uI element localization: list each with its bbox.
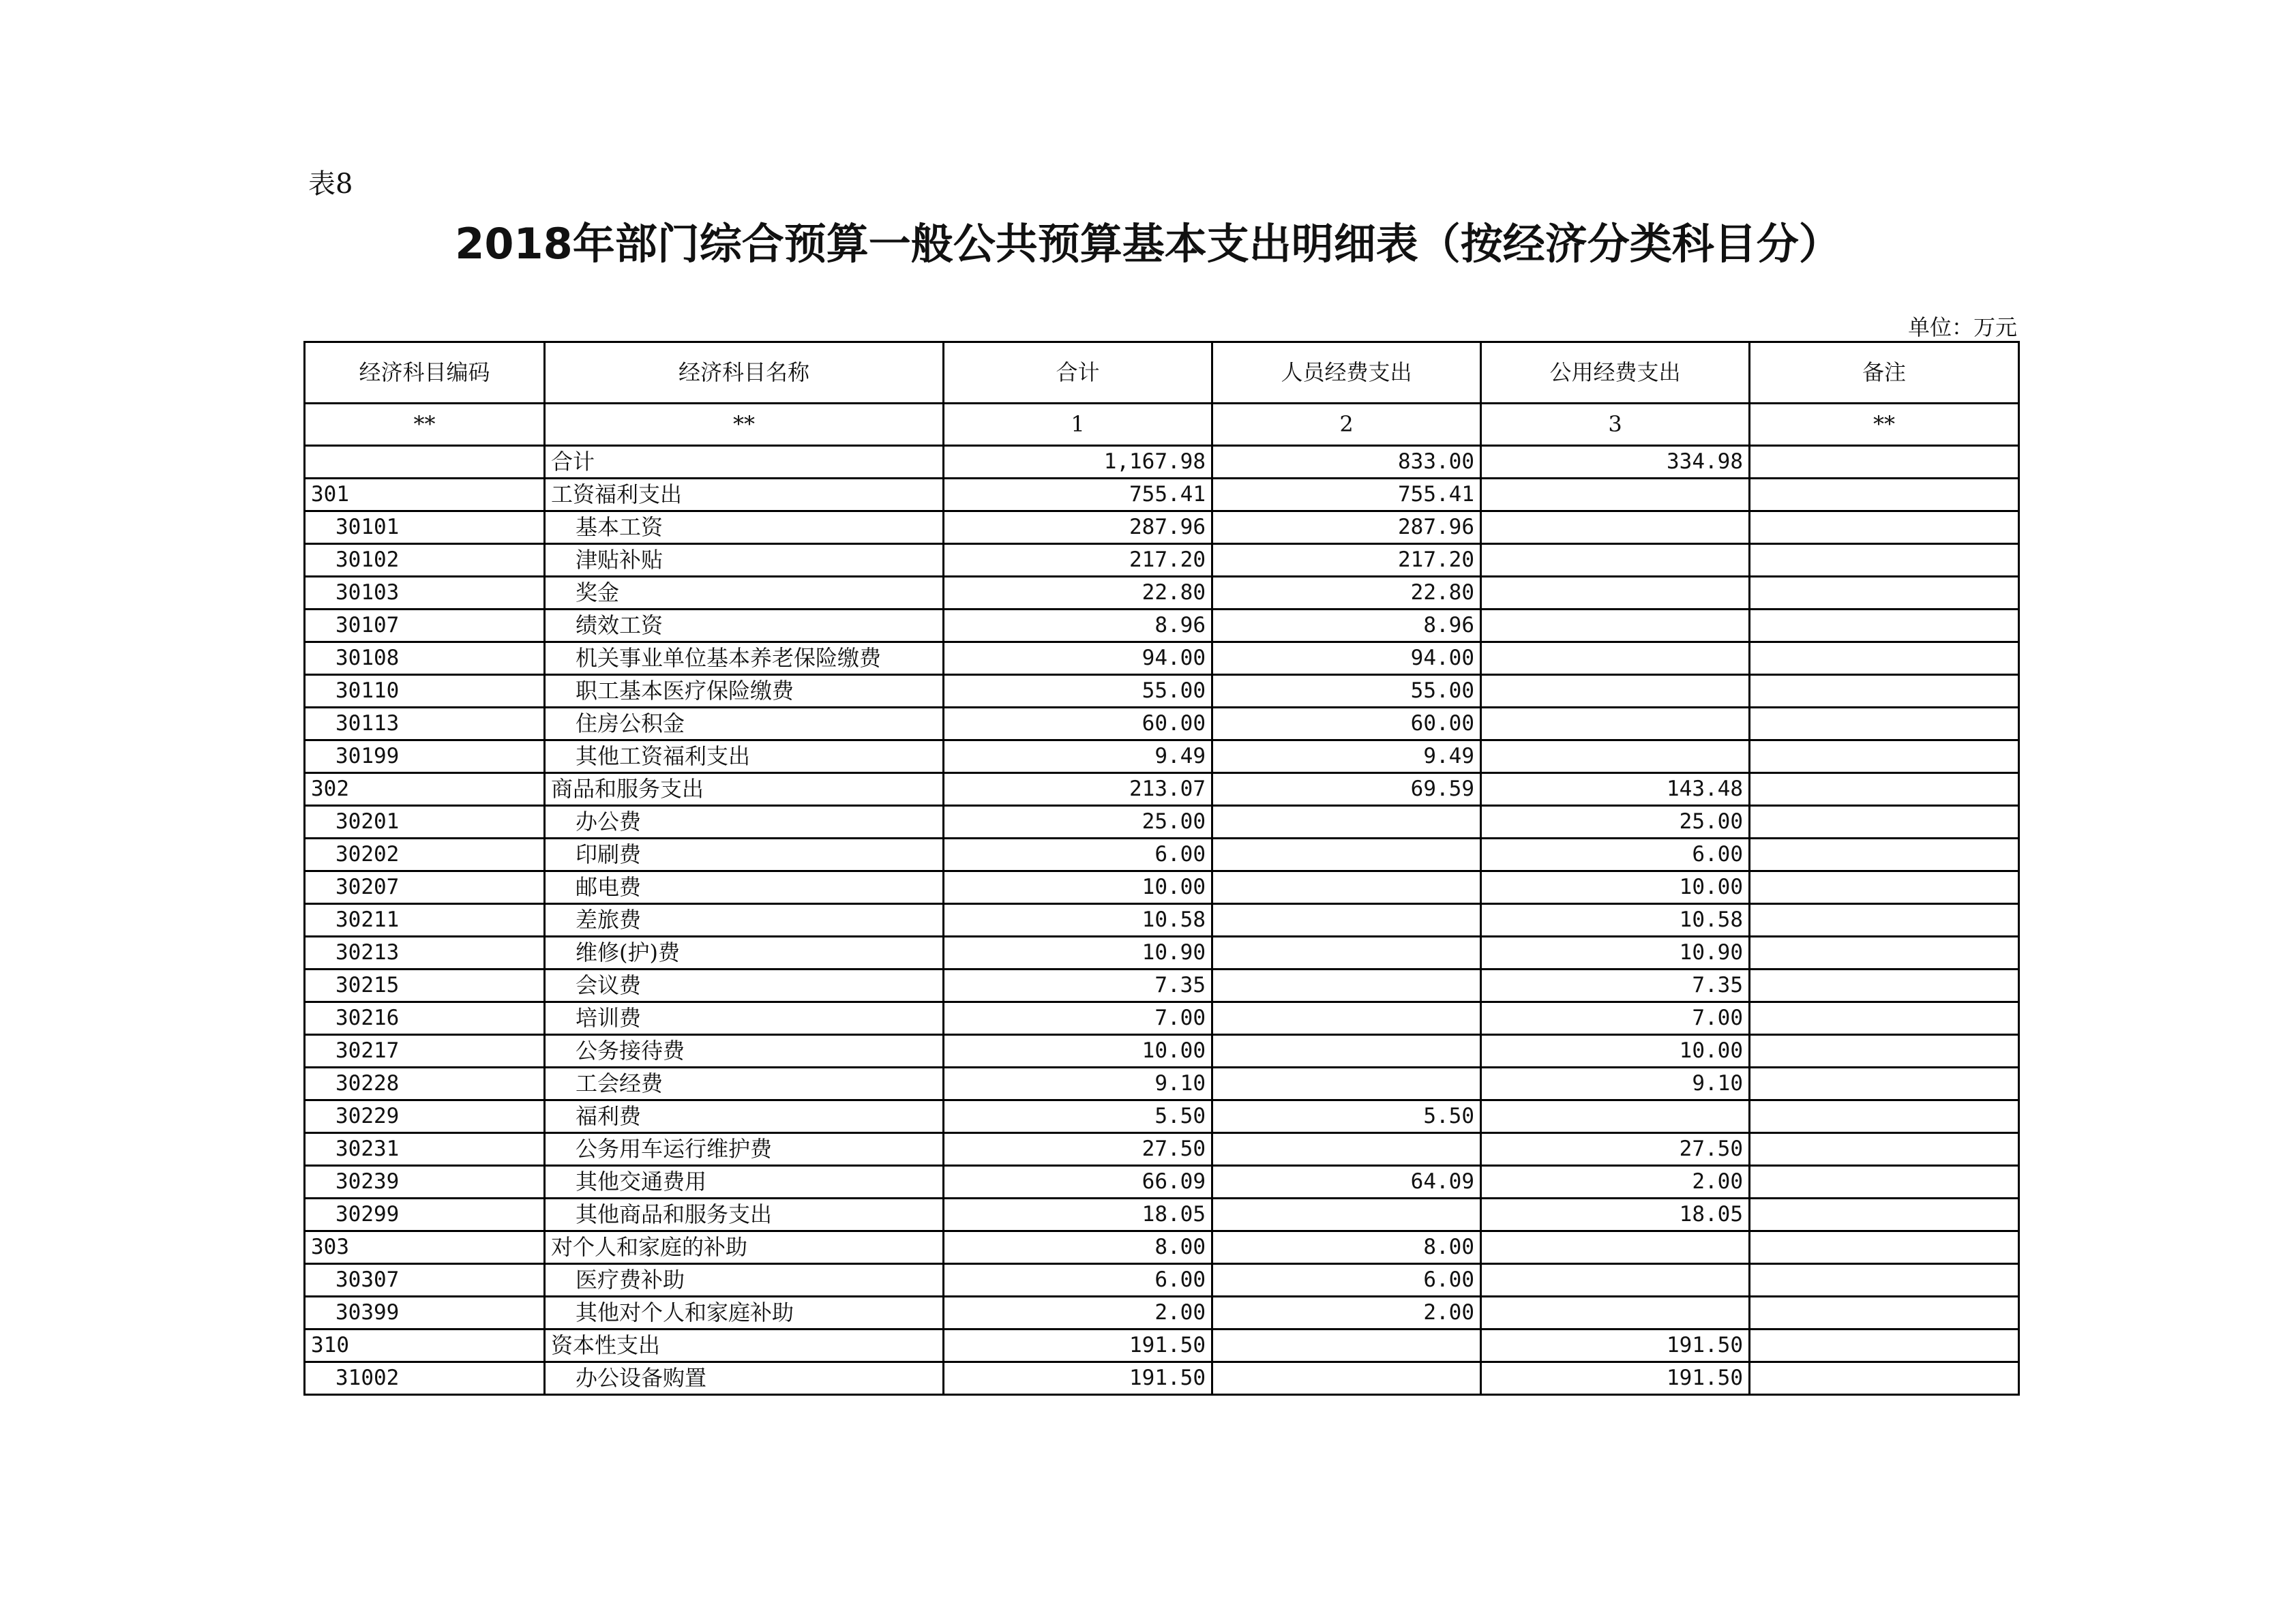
cell-personnel: 2.00	[1212, 1297, 1481, 1330]
cell-personnel	[1212, 871, 1481, 904]
table-row	[305, 1231, 2019, 1264]
cell-note	[1750, 577, 2019, 610]
table-row	[305, 970, 2019, 1002]
cell-note	[1750, 806, 2019, 839]
cell-name: 公务用车运行维护费	[545, 1133, 944, 1166]
cell-public	[1481, 544, 1750, 577]
cell-public	[1481, 1231, 1750, 1264]
cell-note	[1750, 1002, 2019, 1035]
cell-name: 差旅费	[545, 904, 944, 937]
cell-personnel: 60.00	[1212, 708, 1481, 740]
cell-personnel: 64.09	[1212, 1166, 1481, 1199]
table-row	[305, 479, 2019, 511]
cell-total: 60.00	[944, 708, 1212, 740]
cell-total: 217.20	[944, 544, 1212, 577]
cell-name: 商品和服务支出	[545, 773, 944, 806]
cell-public	[1481, 675, 1750, 708]
cell-total: 9.49	[944, 740, 1212, 773]
header-personnel: 人员经费支出	[1212, 342, 1481, 404]
cell-personnel	[1212, 1035, 1481, 1068]
cell-name: 福利费	[545, 1100, 944, 1133]
cell-total: 7.35	[944, 970, 1212, 1002]
cell-personnel	[1212, 1068, 1481, 1100]
cell-name: 其他对个人和家庭补助	[545, 1297, 944, 1330]
cell-personnel: 287.96	[1212, 511, 1481, 544]
cell-name: 维修(护)费	[545, 937, 944, 970]
cell-personnel	[1212, 806, 1481, 839]
cell-note	[1750, 970, 2019, 1002]
cell-code: 30102	[305, 544, 545, 577]
cell-note	[1750, 511, 2019, 544]
cell-name: 其他交通费用	[545, 1166, 944, 1199]
cell-code: 302	[305, 773, 545, 806]
cell-public: 18.05	[1481, 1199, 1750, 1231]
cell-code: 30239	[305, 1166, 545, 1199]
cell-code: 30113	[305, 708, 545, 740]
cell-name: 职工基本医疗保险缴费	[545, 675, 944, 708]
table-row	[305, 446, 2019, 479]
cell-total: 66.09	[944, 1166, 1212, 1199]
cell-personnel: 8.00	[1212, 1231, 1481, 1264]
budget-table	[303, 341, 2020, 1396]
cell-code: 30213	[305, 937, 545, 970]
table-row	[305, 937, 2019, 970]
cell-public	[1481, 1100, 1750, 1133]
header-code: 经济科目编码	[305, 342, 545, 404]
cell-personnel: 94.00	[1212, 642, 1481, 675]
cell-total: 2.00	[944, 1297, 1212, 1330]
cell-name: 其他工资福利支出	[545, 740, 944, 773]
table-row	[305, 1100, 2019, 1133]
cell-note	[1750, 675, 2019, 708]
cell-personnel	[1212, 1362, 1481, 1395]
cell-name: 培训费	[545, 1002, 944, 1035]
cell-public	[1481, 610, 1750, 642]
table-row	[305, 577, 2019, 610]
table-row	[305, 642, 2019, 675]
cell-personnel	[1212, 1330, 1481, 1362]
cell-name: 医疗费补助	[545, 1264, 944, 1297]
cell-public: 7.35	[1481, 970, 1750, 1002]
cell-code: 30211	[305, 904, 545, 937]
cell-code: 30216	[305, 1002, 545, 1035]
cell-code: 30202	[305, 839, 545, 871]
cell-code: 31002	[305, 1362, 545, 1395]
cell-personnel: 8.96	[1212, 610, 1481, 642]
cell-personnel	[1212, 904, 1481, 937]
cell-public	[1481, 511, 1750, 544]
table-row	[305, 904, 2019, 937]
cell-note	[1750, 1133, 2019, 1166]
cell-name: 基本工资	[545, 511, 944, 544]
table-row	[305, 511, 2019, 544]
cell-note	[1750, 1362, 2019, 1395]
header-note: 备注	[1750, 342, 2019, 404]
table-row	[305, 1264, 2019, 1297]
cell-total: 7.00	[944, 1002, 1212, 1035]
table-number: 表8	[308, 168, 353, 200]
cell-total: 94.00	[944, 642, 1212, 675]
table-row	[305, 1133, 2019, 1166]
table-row	[305, 1166, 2019, 1199]
cell-code: 30307	[305, 1264, 545, 1297]
cell-public: 10.90	[1481, 937, 1750, 970]
cell-public: 25.00	[1481, 806, 1750, 839]
cell-personnel	[1212, 1002, 1481, 1035]
cell-total: 10.90	[944, 937, 1212, 970]
cell-public	[1481, 708, 1750, 740]
cell-name: 办公设备购置	[545, 1362, 944, 1395]
header-public: 公用经费支出	[1481, 342, 1750, 404]
cell-personnel: 755.41	[1212, 479, 1481, 511]
cell-name: 工会经费	[545, 1068, 944, 1100]
table-row	[305, 708, 2019, 740]
cell-total: 10.58	[944, 904, 1212, 937]
cell-name: 办公费	[545, 806, 944, 839]
cell-code: 30207	[305, 871, 545, 904]
header-total: 合计	[944, 342, 1212, 404]
cell-name: 工资福利支出	[545, 479, 944, 511]
cell-code: 30103	[305, 577, 545, 610]
table-row	[305, 1199, 2019, 1231]
cell-total: 755.41	[944, 479, 1212, 511]
cell-total: 191.50	[944, 1362, 1212, 1395]
unit-label: 单位：万元	[1907, 314, 2017, 340]
subheader-name: **	[545, 404, 944, 446]
cell-name: 奖金	[545, 577, 944, 610]
table-row	[305, 1068, 2019, 1100]
cell-name: 其他商品和服务支出	[545, 1199, 944, 1231]
cell-personnel: 6.00	[1212, 1264, 1481, 1297]
cell-total: 5.50	[944, 1100, 1212, 1133]
cell-code	[305, 446, 545, 479]
cell-personnel	[1212, 970, 1481, 1002]
cell-personnel	[1212, 1133, 1481, 1166]
header-row	[305, 342, 2019, 404]
cell-name: 对个人和家庭的补助	[545, 1231, 944, 1264]
cell-code: 30228	[305, 1068, 545, 1100]
cell-total: 8.96	[944, 610, 1212, 642]
cell-name: 印刷费	[545, 839, 944, 871]
cell-total: 1,167.98	[944, 446, 1212, 479]
cell-public	[1481, 642, 1750, 675]
cell-public	[1481, 577, 1750, 610]
cell-name: 资本性支出	[545, 1330, 944, 1362]
cell-personnel: 22.80	[1212, 577, 1481, 610]
cell-total: 27.50	[944, 1133, 1212, 1166]
subheader-public: 3	[1481, 404, 1750, 446]
cell-note	[1750, 1035, 2019, 1068]
cell-name: 津贴补贴	[545, 544, 944, 577]
cell-personnel: 55.00	[1212, 675, 1481, 708]
cell-public: 191.50	[1481, 1362, 1750, 1395]
table-row	[305, 740, 2019, 773]
document-title: 2018年部门综合预算一般公共预算基本支出明细表（按经济分类科目分）	[455, 219, 1841, 269]
cell-total: 55.00	[944, 675, 1212, 708]
cell-total: 8.00	[944, 1231, 1212, 1264]
table-row	[305, 544, 2019, 577]
cell-code: 30101	[305, 511, 545, 544]
cell-total: 22.80	[944, 577, 1212, 610]
cell-public: 10.00	[1481, 871, 1750, 904]
cell-note	[1750, 904, 2019, 937]
cell-public: 334.98	[1481, 446, 1750, 479]
cell-note	[1750, 642, 2019, 675]
cell-note	[1750, 773, 2019, 806]
cell-code: 30299	[305, 1199, 545, 1231]
cell-public: 191.50	[1481, 1330, 1750, 1362]
cell-note	[1750, 446, 2019, 479]
cell-name: 合计	[545, 446, 944, 479]
cell-note	[1750, 1166, 2019, 1199]
table-row	[305, 1362, 2019, 1395]
cell-personnel	[1212, 937, 1481, 970]
cell-public: 9.10	[1481, 1068, 1750, 1100]
cell-code: 30199	[305, 740, 545, 773]
cell-code: 30108	[305, 642, 545, 675]
cell-code: 30215	[305, 970, 545, 1002]
table-row	[305, 1297, 2019, 1330]
cell-total: 287.96	[944, 511, 1212, 544]
cell-total: 25.00	[944, 806, 1212, 839]
cell-public: 7.00	[1481, 1002, 1750, 1035]
cell-public: 2.00	[1481, 1166, 1750, 1199]
cell-note	[1750, 479, 2019, 511]
cell-personnel	[1212, 839, 1481, 871]
cell-code: 30110	[305, 675, 545, 708]
cell-public: 143.48	[1481, 773, 1750, 806]
cell-public	[1481, 1297, 1750, 1330]
cell-note	[1750, 1297, 2019, 1330]
cell-total: 191.50	[944, 1330, 1212, 1362]
cell-personnel: 833.00	[1212, 446, 1481, 479]
cell-personnel: 5.50	[1212, 1100, 1481, 1133]
cell-name: 住房公积金	[545, 708, 944, 740]
cell-total: 10.00	[944, 871, 1212, 904]
subheader-personnel: 2	[1212, 404, 1481, 446]
cell-note	[1750, 1330, 2019, 1362]
subheader-code: **	[305, 404, 545, 446]
subheader-row	[305, 404, 2019, 446]
table-row	[305, 839, 2019, 871]
cell-total: 18.05	[944, 1199, 1212, 1231]
cell-name: 绩效工资	[545, 610, 944, 642]
cell-name: 邮电费	[545, 871, 944, 904]
cell-note	[1750, 1100, 2019, 1133]
cell-code: 30229	[305, 1100, 545, 1133]
subheader-total: 1	[944, 404, 1212, 446]
cell-note	[1750, 610, 2019, 642]
table-row	[305, 675, 2019, 708]
cell-code: 30231	[305, 1133, 545, 1166]
cell-code: 30217	[305, 1035, 545, 1068]
cell-note	[1750, 937, 2019, 970]
cell-code: 303	[305, 1231, 545, 1264]
cell-note	[1750, 1199, 2019, 1231]
cell-name: 会议费	[545, 970, 944, 1002]
cell-note	[1750, 1231, 2019, 1264]
table-row	[305, 1002, 2019, 1035]
cell-public	[1481, 479, 1750, 511]
cell-code: 301	[305, 479, 545, 511]
cell-public: 27.50	[1481, 1133, 1750, 1166]
cell-code: 310	[305, 1330, 545, 1362]
cell-total: 6.00	[944, 1264, 1212, 1297]
table-row	[305, 773, 2019, 806]
cell-public: 6.00	[1481, 839, 1750, 871]
cell-public: 10.58	[1481, 904, 1750, 937]
header-name: 经济科目名称	[545, 342, 944, 404]
cell-note	[1750, 1264, 2019, 1297]
table-row	[305, 610, 2019, 642]
cell-public: 10.00	[1481, 1035, 1750, 1068]
cell-name: 公务接待费	[545, 1035, 944, 1068]
cell-personnel: 69.59	[1212, 773, 1481, 806]
cell-public	[1481, 740, 1750, 773]
cell-personnel	[1212, 1199, 1481, 1231]
cell-code: 30107	[305, 610, 545, 642]
cell-note	[1750, 544, 2019, 577]
subheader-note: **	[1750, 404, 2019, 446]
cell-code: 30399	[305, 1297, 545, 1330]
cell-personnel: 9.49	[1212, 740, 1481, 773]
table-row	[305, 1035, 2019, 1068]
cell-total: 10.00	[944, 1035, 1212, 1068]
cell-note	[1750, 740, 2019, 773]
cell-name: 机关事业单位基本养老保险缴费	[545, 642, 944, 675]
cell-note	[1750, 1068, 2019, 1100]
cell-note	[1750, 871, 2019, 904]
table-row	[305, 806, 2019, 839]
cell-total: 9.10	[944, 1068, 1212, 1100]
cell-note	[1750, 839, 2019, 871]
table-row	[305, 871, 2019, 904]
cell-personnel: 217.20	[1212, 544, 1481, 577]
table-row	[305, 1330, 2019, 1362]
cell-total: 6.00	[944, 839, 1212, 871]
cell-public	[1481, 1264, 1750, 1297]
cell-code: 30201	[305, 806, 545, 839]
cell-total: 213.07	[944, 773, 1212, 806]
cell-note	[1750, 708, 2019, 740]
